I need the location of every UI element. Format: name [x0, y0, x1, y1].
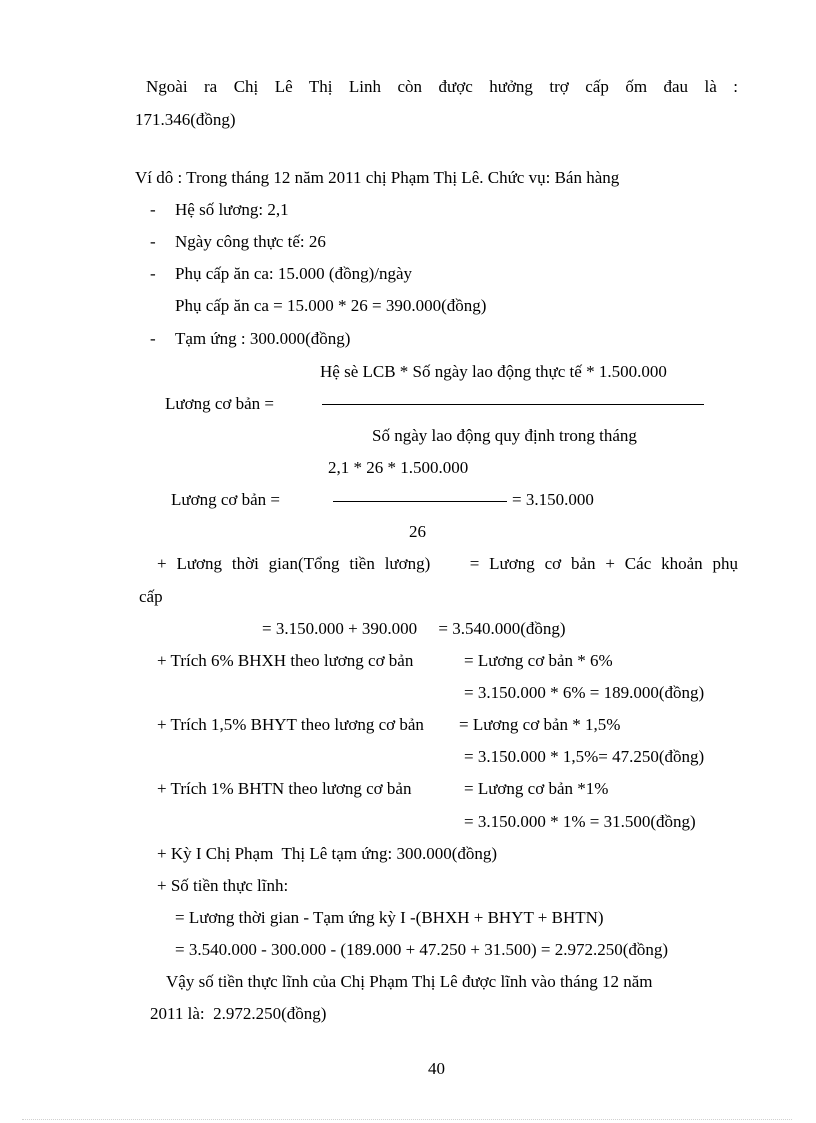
intro-line-1: Ngoài ra Chị Lê Thị Linh còn được hưởng trợ cấp ốm đau là : [146, 77, 738, 96]
bullet-dash: - [150, 329, 156, 348]
bhyt-value: = 3.150.000 * 1,5%= 47.250(đồng) [464, 747, 705, 766]
page-number: 40 [428, 1059, 445, 1078]
conclusion-line-1: Vậy số tiền thực lĩnh của Chị Phạm Thị Lê được lĩnh vào tháng 12 năm [166, 972, 653, 991]
bullet-item-working-days: Ngày công thực tế: 26 [175, 232, 326, 251]
example-heading: Ví dô : Trong tháng 12 năm 2011 chị Phạm Thị Lê. Chức vụ: Bán hàng [135, 168, 620, 187]
bhtn-formula: = Lương cơ bản *1% [464, 779, 609, 798]
intro-line-2: 171.346(đồng) [135, 110, 236, 129]
bullet-dash: - [150, 264, 156, 283]
conclusion-line-2: 2011 là: 2.972.250(đồng) [150, 1004, 327, 1023]
bhxh-label: + Trích 6% BHXH theo lương cơ bản [157, 651, 414, 670]
bhyt-formula: = Lương cơ bản * 1,5% [459, 715, 621, 734]
formula1-fraction-bar [322, 404, 704, 405]
formula1-label: Lương cơ bản = [165, 394, 275, 413]
bullet-item-salary-coefficient: Hệ số lương: 2,1 [175, 200, 289, 219]
formula1-denominator: Số ngày lao động quy định trong tháng [372, 426, 637, 445]
bhtn-value: = 3.150.000 * 1% = 31.500(đồng) [464, 812, 696, 831]
bullet-dash: - [150, 232, 156, 251]
time-salary-value: = 3.150.000 + 390.000 = 3.540.000(đồng) [262, 619, 566, 638]
advance-line: + Kỳ I Chị Phạm Thị Lê tạm ứng: 300.000(đồng) [157, 844, 498, 863]
net-pay-value: = 3.540.000 - 300.000 - (189.000 + 47.250 + 31.500) = 2.972.250(đồng) [175, 940, 669, 959]
formula1-numerator: Hệ sè LCB * Số ngày lao động thực tế * 1.500.000 [320, 362, 667, 381]
bullet-item-meal-allowance: Phụ cấp ăn ca: 15.000 (đồng)/ngày [175, 264, 412, 283]
bhyt-label: + Trích 1,5% BHYT theo lương cơ bản [157, 715, 424, 734]
time-salary-line-1: + Lương thời gian(Tổng tiền lương) = Lương cơ bản + Các khoản phụ [157, 554, 738, 573]
bhxh-formula: = Lương cơ bản * 6% [464, 651, 613, 670]
formula2-result: = 3.150.000 [512, 490, 594, 509]
net-pay-label: + Số tiền thực lĩnh: [157, 876, 289, 895]
bullet-dash: - [150, 200, 156, 219]
meal-allowance-calc: Phụ cấp ăn ca = 15.000 * 26 = 390.000(đồng) [175, 296, 487, 315]
bhxh-value: = 3.150.000 * 6% = 189.000(đồng) [464, 683, 705, 702]
formula2-denominator: 26 [409, 522, 426, 541]
bullet-item-advance: Tạm ứng : 300.000(đồng) [175, 329, 351, 348]
bhtn-label: + Trích 1% BHTN theo lương cơ bản [157, 779, 412, 798]
formula2-fraction-bar [333, 501, 507, 502]
net-pay-formula: = Lương thời gian - Tạm ứng kỳ I -(BHXH + BHYT + BHTN) [175, 908, 604, 927]
formula2-numerator: 2,1 * 26 * 1.500.000 [328, 458, 469, 477]
time-salary-line-2: cấp [139, 587, 163, 606]
formula2-label: Lương cơ bản = [171, 490, 281, 509]
